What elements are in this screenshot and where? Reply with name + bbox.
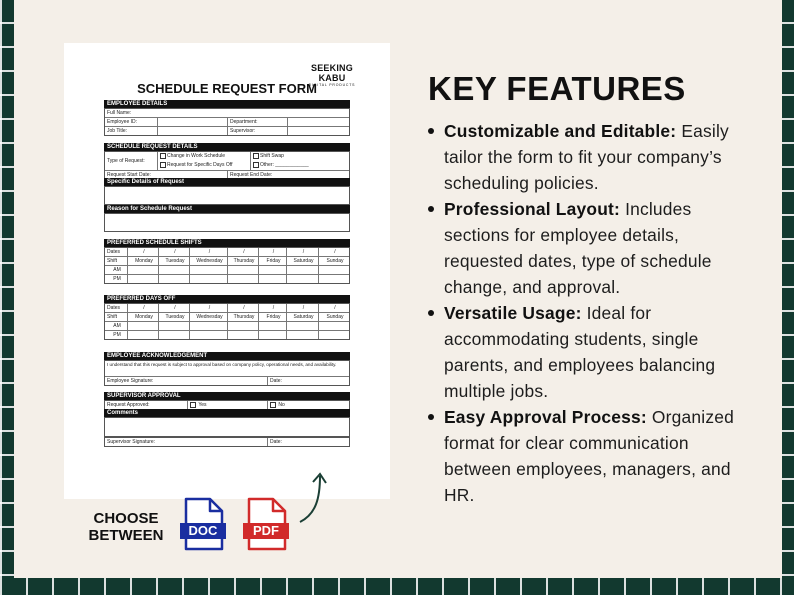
shift-cell bbox=[228, 275, 259, 283]
day-cell bbox=[128, 331, 159, 339]
day-cell bbox=[259, 322, 287, 330]
day-header: Saturday bbox=[287, 257, 319, 265]
employee-id-value bbox=[158, 118, 228, 126]
section-comments: Comments bbox=[104, 409, 350, 417]
supervisor-date-field: Date: bbox=[270, 439, 282, 445]
feature-text: Easily tailor the form to fit your company’s scheduling policies. bbox=[444, 121, 729, 193]
employee-id-label: Employee ID: bbox=[105, 118, 158, 126]
day-header: Friday bbox=[259, 257, 287, 265]
supervisor-label: Supervisor: bbox=[228, 127, 288, 135]
dates-label: Dates bbox=[105, 248, 128, 256]
section-acknowledgement: EMPLOYEE ACKNOWLEDGEMENT bbox=[104, 352, 350, 360]
feature-item bbox=[426, 196, 756, 300]
day-header: Wednesday bbox=[190, 313, 228, 321]
request-approved-label: Request Approved: bbox=[105, 401, 188, 409]
checkbox-icon bbox=[253, 162, 259, 168]
acknowledgement-text: I understand that this request is subject to approval based on company policy, operational needs, and availability. bbox=[107, 362, 337, 367]
bullet-icon bbox=[428, 414, 434, 420]
day-cell bbox=[159, 331, 190, 339]
specific-details-box bbox=[104, 186, 350, 205]
shift-label: Shift bbox=[105, 313, 128, 321]
shift-cell bbox=[319, 266, 349, 274]
date-slash: / bbox=[259, 248, 287, 256]
shift-cell bbox=[190, 266, 228, 274]
date-slash: / bbox=[190, 304, 228, 312]
dates-label: Dates bbox=[105, 304, 128, 312]
day-header: Sunday bbox=[326, 314, 344, 320]
shift-cell bbox=[128, 266, 159, 274]
section-supervisor-approval: SUPERVISOR APPROVAL bbox=[104, 392, 350, 400]
date-slash: / bbox=[334, 305, 336, 311]
day-cell bbox=[228, 331, 259, 339]
employee-date-field: Date: bbox=[270, 378, 282, 384]
days-off-table bbox=[104, 303, 350, 340]
request-options-left bbox=[158, 152, 251, 170]
reason-box bbox=[104, 213, 350, 232]
full-name-field: Full Name: bbox=[107, 110, 132, 116]
day-cell bbox=[128, 322, 159, 330]
am-label: AM bbox=[105, 266, 128, 274]
option-days-off-label: Request for Specific Days Off bbox=[167, 162, 233, 168]
no-label: No bbox=[278, 402, 285, 408]
date-slash: / bbox=[128, 248, 159, 256]
feature-title: Versatile Usage: bbox=[444, 303, 582, 323]
feature-list bbox=[426, 118, 756, 508]
pdf-file-option[interactable] bbox=[243, 497, 289, 551]
dates-row bbox=[105, 304, 349, 313]
shift-cell bbox=[159, 275, 190, 283]
pdf-label: PDF bbox=[253, 523, 279, 538]
bullet-icon bbox=[428, 206, 434, 212]
section-reason: Reason for Schedule Request bbox=[104, 205, 350, 213]
request-options-right: Shift Swap Other: ____________ bbox=[251, 152, 349, 170]
checkbox-icon bbox=[160, 162, 166, 168]
bullet-icon bbox=[428, 128, 434, 134]
form-title: SCHEDULE REQUEST FORM bbox=[137, 81, 317, 96]
date-slash: / bbox=[228, 304, 259, 312]
shift-cell bbox=[159, 266, 190, 274]
day-cell bbox=[159, 322, 190, 330]
section-specific-details: Specific Details of Request bbox=[104, 178, 350, 186]
date-slash: / bbox=[287, 304, 319, 312]
acknowledgement-grid bbox=[104, 360, 350, 386]
curved-arrow-icon bbox=[296, 470, 332, 526]
day-header: Thursday bbox=[228, 313, 259, 321]
feature-item bbox=[426, 404, 756, 508]
brand-name: SEEKING KABU bbox=[311, 63, 353, 83]
employee-signature-field: Employee Signature: bbox=[105, 377, 268, 385]
day-header: Friday bbox=[259, 313, 287, 321]
shift-cell bbox=[319, 275, 349, 283]
supervisor-signature-field: Supervisor Signature: bbox=[105, 438, 268, 446]
yes-label: Yes bbox=[198, 402, 207, 408]
shift-cell bbox=[287, 266, 319, 274]
supervisor-value bbox=[288, 127, 349, 135]
checkbox-icon bbox=[270, 402, 276, 408]
section-employee-details: EMPLOYEE DETAILS bbox=[104, 100, 350, 108]
doc-label: DOC bbox=[188, 523, 218, 538]
choose-text: CHOOSE bbox=[93, 510, 159, 527]
section-request-details: SCHEDULE REQUEST DETAILS bbox=[104, 143, 350, 151]
days-row bbox=[105, 257, 349, 266]
day-cell bbox=[190, 322, 228, 330]
am-label: AM bbox=[105, 322, 128, 330]
date-slash: / bbox=[334, 249, 336, 255]
day-cell bbox=[287, 331, 319, 339]
feature-title: Easy Approval Process: bbox=[444, 407, 647, 427]
comments-box bbox=[104, 417, 350, 437]
pm-label: PM bbox=[105, 275, 128, 283]
shift-label: Shift bbox=[105, 257, 128, 265]
shift-cell bbox=[228, 266, 259, 274]
start-date-field: Request Start Date: bbox=[105, 171, 228, 179]
day-header: Thursday bbox=[228, 257, 259, 265]
job-title-value bbox=[158, 127, 228, 135]
key-features-heading: KEY FEATURES bbox=[428, 70, 686, 107]
dates-row bbox=[105, 248, 349, 257]
supervisor-signature-grid bbox=[104, 437, 350, 447]
shift-cell bbox=[190, 275, 228, 283]
form-preview bbox=[64, 43, 390, 499]
choose-between-label bbox=[80, 510, 172, 544]
day-header: Tuesday bbox=[159, 257, 190, 265]
date-slash: / bbox=[228, 248, 259, 256]
day-cell bbox=[287, 322, 319, 330]
date-slash: / bbox=[259, 304, 287, 312]
checkbox-icon bbox=[160, 153, 166, 159]
shifts-table bbox=[104, 247, 350, 284]
approved-no-option bbox=[268, 401, 349, 409]
end-date-field: Request End Date: bbox=[230, 172, 273, 178]
feature-title: Professional Layout: bbox=[444, 199, 621, 219]
feature-text: Ideal for accommodating students, single parents, and employees balancing multiple jobs. bbox=[444, 303, 716, 401]
shift-cell bbox=[287, 275, 319, 283]
day-cell bbox=[259, 331, 287, 339]
department-value bbox=[288, 118, 349, 126]
date-slash: / bbox=[190, 248, 228, 256]
job-title-label: Job Title: bbox=[105, 127, 158, 135]
employee-details-grid bbox=[104, 108, 350, 136]
day-header: Wednesday bbox=[190, 257, 228, 265]
day-cell bbox=[190, 331, 228, 339]
date-slash: / bbox=[128, 304, 159, 312]
department-label: Department: bbox=[228, 118, 288, 126]
day-cell bbox=[228, 322, 259, 330]
day-header: Sunday bbox=[326, 258, 344, 264]
section-preferred-shifts: PREFERRED SCHEDULE SHIFTS bbox=[104, 239, 350, 247]
section-preferred-days-off: PREFERRED DAYS OFF bbox=[104, 295, 350, 303]
date-slash: / bbox=[159, 248, 190, 256]
bullet-icon bbox=[428, 310, 434, 316]
am-row bbox=[105, 322, 349, 331]
checkbox-icon bbox=[253, 153, 259, 159]
approved-yes-option bbox=[188, 401, 268, 409]
shift-cell bbox=[259, 275, 287, 283]
pm-row bbox=[105, 275, 349, 283]
feature-text: Includes sections for employee details, requested dates, type of schedule change, and approval. bbox=[444, 199, 712, 297]
day-header: Tuesday bbox=[159, 313, 190, 321]
option-swap-label: Shift Swap bbox=[260, 153, 284, 159]
feature-item bbox=[426, 118, 756, 196]
between-text: BETWEEN bbox=[88, 527, 164, 544]
day-header: Monday bbox=[128, 313, 159, 321]
days-row bbox=[105, 313, 349, 322]
feature-item bbox=[426, 300, 756, 404]
day-cell bbox=[319, 322, 349, 330]
day-header: Monday bbox=[128, 257, 159, 265]
feature-title: Customizable and Editable: bbox=[444, 121, 677, 141]
request-details-grid bbox=[104, 151, 350, 180]
feature-text: Organized format for clear communication between employees, managers, and HR. bbox=[444, 407, 734, 505]
date-slash: / bbox=[287, 248, 319, 256]
shift-cell bbox=[128, 275, 159, 283]
doc-file-option[interactable] bbox=[180, 497, 226, 551]
day-cell bbox=[319, 331, 349, 339]
option-change-label: Change in Work Schedule bbox=[167, 153, 225, 159]
date-slash: / bbox=[159, 304, 190, 312]
option-other-label: Other: bbox=[260, 162, 274, 168]
pm-row bbox=[105, 331, 349, 339]
type-of-request-label: Type of Request: bbox=[105, 152, 158, 170]
shift-cell bbox=[259, 266, 287, 274]
am-row bbox=[105, 266, 349, 275]
day-header: Saturday bbox=[287, 313, 319, 321]
brand-subtitle: DIGITAL PRODUCTS bbox=[308, 83, 356, 87]
pm-label: PM bbox=[105, 331, 128, 339]
checkbox-icon bbox=[190, 402, 196, 408]
